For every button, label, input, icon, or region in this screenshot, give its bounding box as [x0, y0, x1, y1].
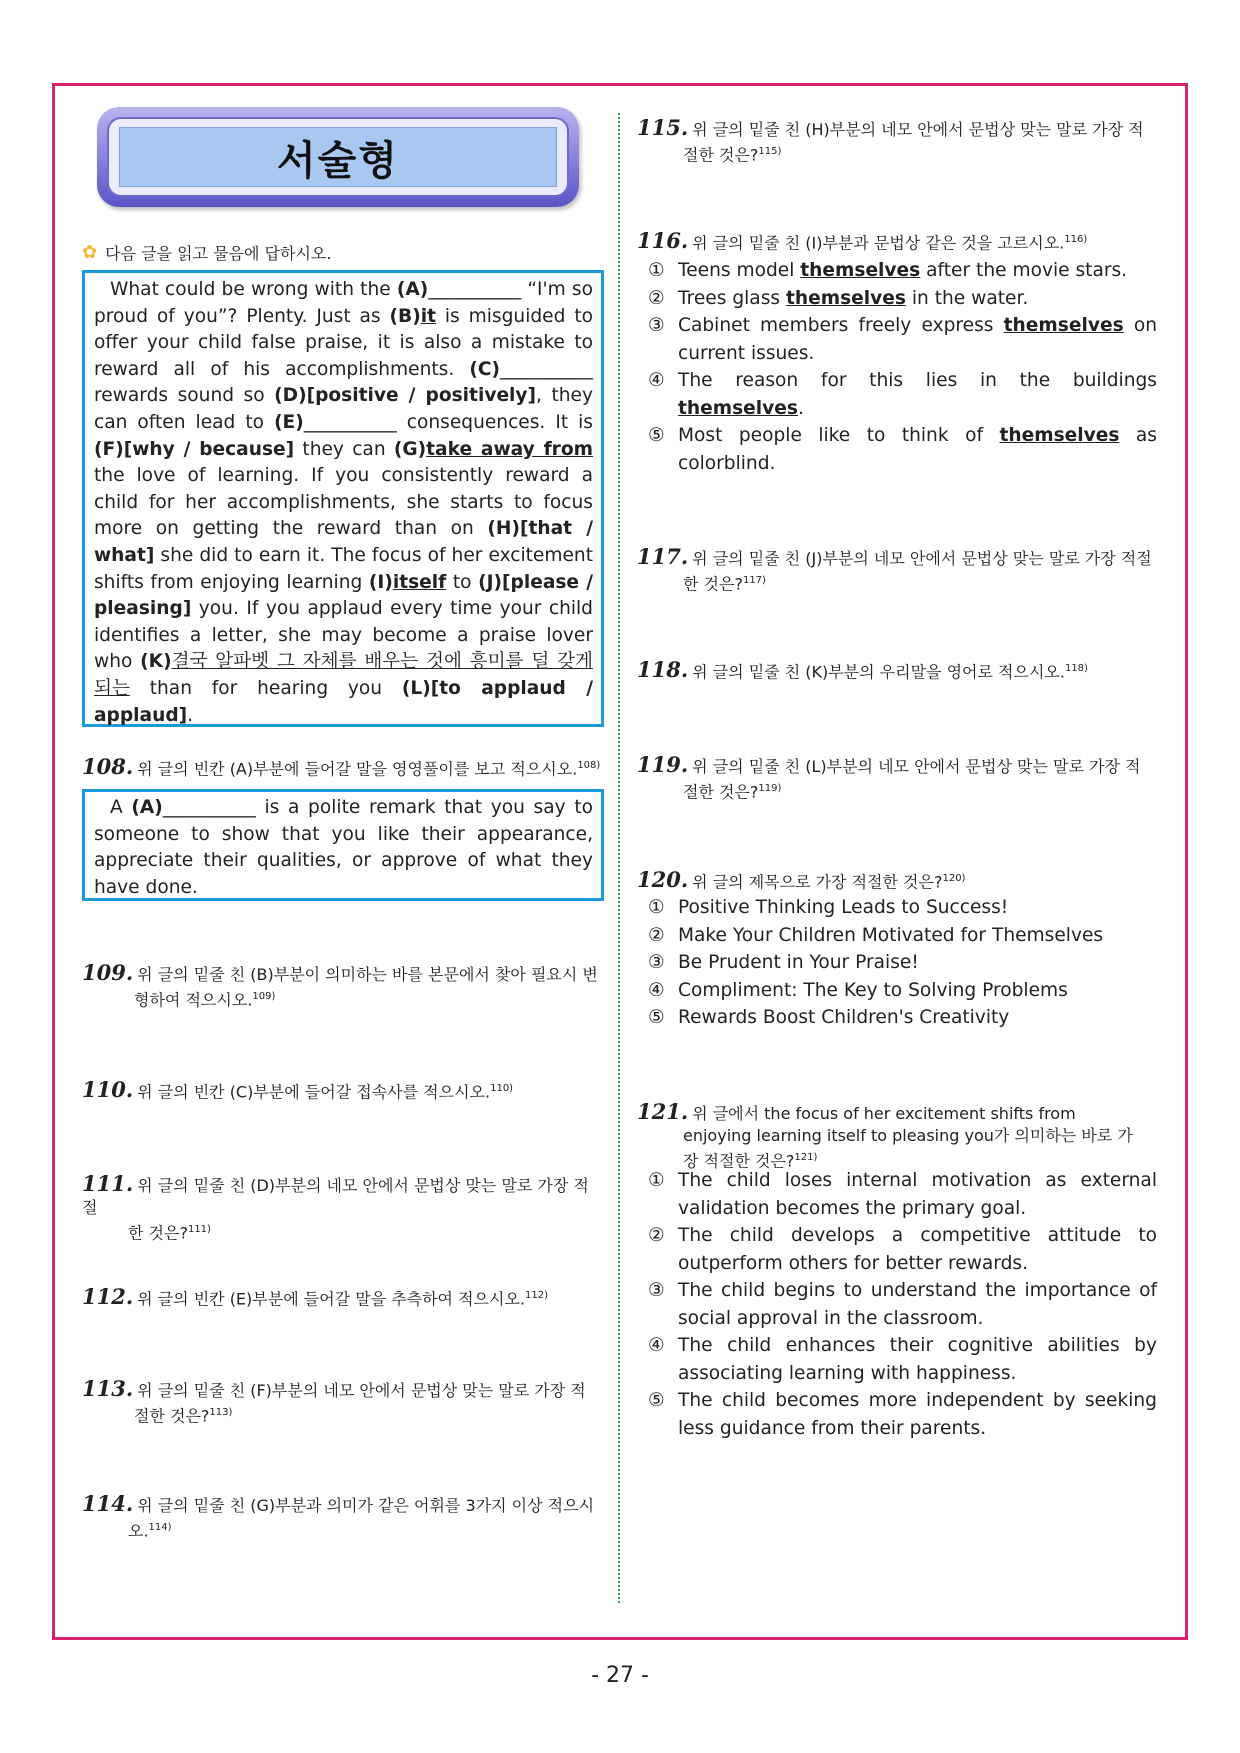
option-4[interactable]: ④ The reason for this lies in the buildings themselves.	[648, 370, 1157, 419]
question-121-options	[648, 1167, 1157, 1442]
option-2[interactable]: ② Trees glass themselves in the water.	[648, 287, 1029, 309]
question-117: 117. 위 글의 밑줄 친 (J)부분의 네모 안에서 문법상 맞는 말로 가장 적절 한 것은?$^{117)}$	[637, 544, 1152, 594]
option-1[interactable]: ① Positive Thinking Leads to Success!	[648, 897, 1009, 918]
option-2[interactable]: ② Make Your Children Motivated for Themselves	[648, 924, 1104, 946]
section-title: 서술형	[277, 137, 399, 184]
question-108: 108. 위 글의 빈칸 (A)부분에 들어갈 말을 영영풀이를 보고 적으시오.$^{108)}$	[82, 754, 601, 780]
option-5[interactable]: ⑤ Most people like to think of themselves as colorblind.	[648, 425, 1157, 474]
definition-box: A (A)__________ is a polite remark that you say to someone to show that you like their appearance, appreciate their qualities, or approve of what they have done.	[82, 789, 604, 901]
question-114: 114. 위 글의 밑줄 친 (G)부분과 의미가 같은 어휘를 3가지 이상 적으시 오.$^{114)}$	[82, 1491, 595, 1541]
option-3[interactable]: ③ The child begins to understand the importance of social approval in the classroom.	[648, 1280, 1157, 1329]
question-116-options	[648, 257, 1157, 477]
instruction-line	[82, 241, 331, 264]
question-120-options	[648, 894, 1157, 1032]
option-3[interactable]: ③ Cabinet members freely express themselves on current issues.	[648, 315, 1157, 364]
question-113: 113. 위 글의 밑줄 친 (F)부분의 네모 안에서 문법상 맞는 말로 가장 적 절한 것은?$^{113)}$	[82, 1376, 586, 1426]
column-divider	[618, 113, 620, 1603]
question-121: 121. 위 글에서 the focus of her excitement shifts from enjoying learning itself to pleasing you가 의미하는 바로 가 장 적절한 것은?$^{121)}$	[637, 1099, 1133, 1171]
question-111: 111. 위 글의 밑줄 친 (D)부분의 네모 안에서 문법상 맞는 말로 가장 적절 한 것은?$^{111)}$	[82, 1171, 589, 1243]
question-116: 116. 위 글의 밑줄 친 (I)부분과 문법상 같은 것을 고르시오.$^{116)}$	[637, 228, 1088, 254]
question-110: 110. 위 글의 빈칸 (C)부분에 들어갈 접속사를 적으시오.$^{110)}$	[82, 1077, 514, 1103]
option-1[interactable]: ① The child loses internal motivation as external validation becomes the primary goal.	[648, 1170, 1157, 1219]
option-2[interactable]: ② The child develops a competitive attitude to outperform others for better rewards.	[648, 1225, 1157, 1274]
option-5[interactable]: ⑤ Rewards Boost Children's Creativity	[648, 1007, 1010, 1028]
option-3[interactable]: ③ Be Prudent in Your Praise!	[648, 952, 919, 973]
flower-icon: ✿	[82, 242, 98, 263]
page-number: - 27 -	[591, 1663, 649, 1688]
question-109: 109. 위 글의 밑줄 친 (B)부분이 의미하는 바를 본문에서 찾아 필요시 변 형하여 적으시오.$^{109)}$	[82, 960, 598, 1010]
reading-passage: What could be wrong with the (A)__________ “I'm so proud of you”? Plenty. Just as (B)it is misguided to offer your child false praise, it is also a mistake to reward all of his accomplishments. (C)__________ rewards sound so (D)[positive / positively], they can often lead to (E)__________ consequences. It is (F)[why / because] they can (G)take away from the love of learning. If you consistently reward a child for her accomplishments, she starts to focus more on getting the reward than on (H)[that / what] she did to earn it. The focus of her excitement shifts from enjoying learning (I)itself to (J)[please / pleasing] you. If you applaud every time your child identifies a letter, she may become a praise lover who (K)결국 알파벳 그 자체를 배우는 것에 흥미를 덜 갖게 되는 than for hearing you (L)[to applaud / applaud].	[82, 270, 604, 727]
question-112: 112. 위 글의 빈칸 (E)부분에 들어갈 말을 추측하여 적으시오.$^{112)}$	[82, 1284, 549, 1310]
question-115: 115. 위 글의 밑줄 친 (H)부분의 네모 안에서 문법상 맞는 말로 가장 적 절한 것은?$^{115)}$	[637, 115, 1144, 165]
question-119: 119. 위 글의 밑줄 친 (L)부분의 네모 안에서 문법상 맞는 말로 가장 적 절한 것은?$^{119)}$	[637, 752, 1141, 802]
question-120: 120. 위 글의 제목으로 가장 적절한 것은?$^{120)}$	[637, 867, 966, 893]
option-4[interactable]: ④ The child enhances their cognitive abilities by associating learning with happiness.	[648, 1335, 1157, 1384]
question-118: 118. 위 글의 밑줄 친 (K)부분의 우리말을 영어로 적으시오.$^{118)}$	[637, 657, 1088, 683]
section-title-banner	[97, 107, 579, 207]
option-4[interactable]: ④ Compliment: The Key to Solving Problems	[648, 979, 1068, 1001]
instruction-text: 다음 글을 읽고 물음에 답하시오.	[105, 244, 332, 263]
option-5[interactable]: ⑤ The child becomes more independent by seeking less guidance from their parents.	[648, 1390, 1157, 1439]
option-1[interactable]: ① Teens model themselves after the movie stars.	[648, 260, 1128, 281]
